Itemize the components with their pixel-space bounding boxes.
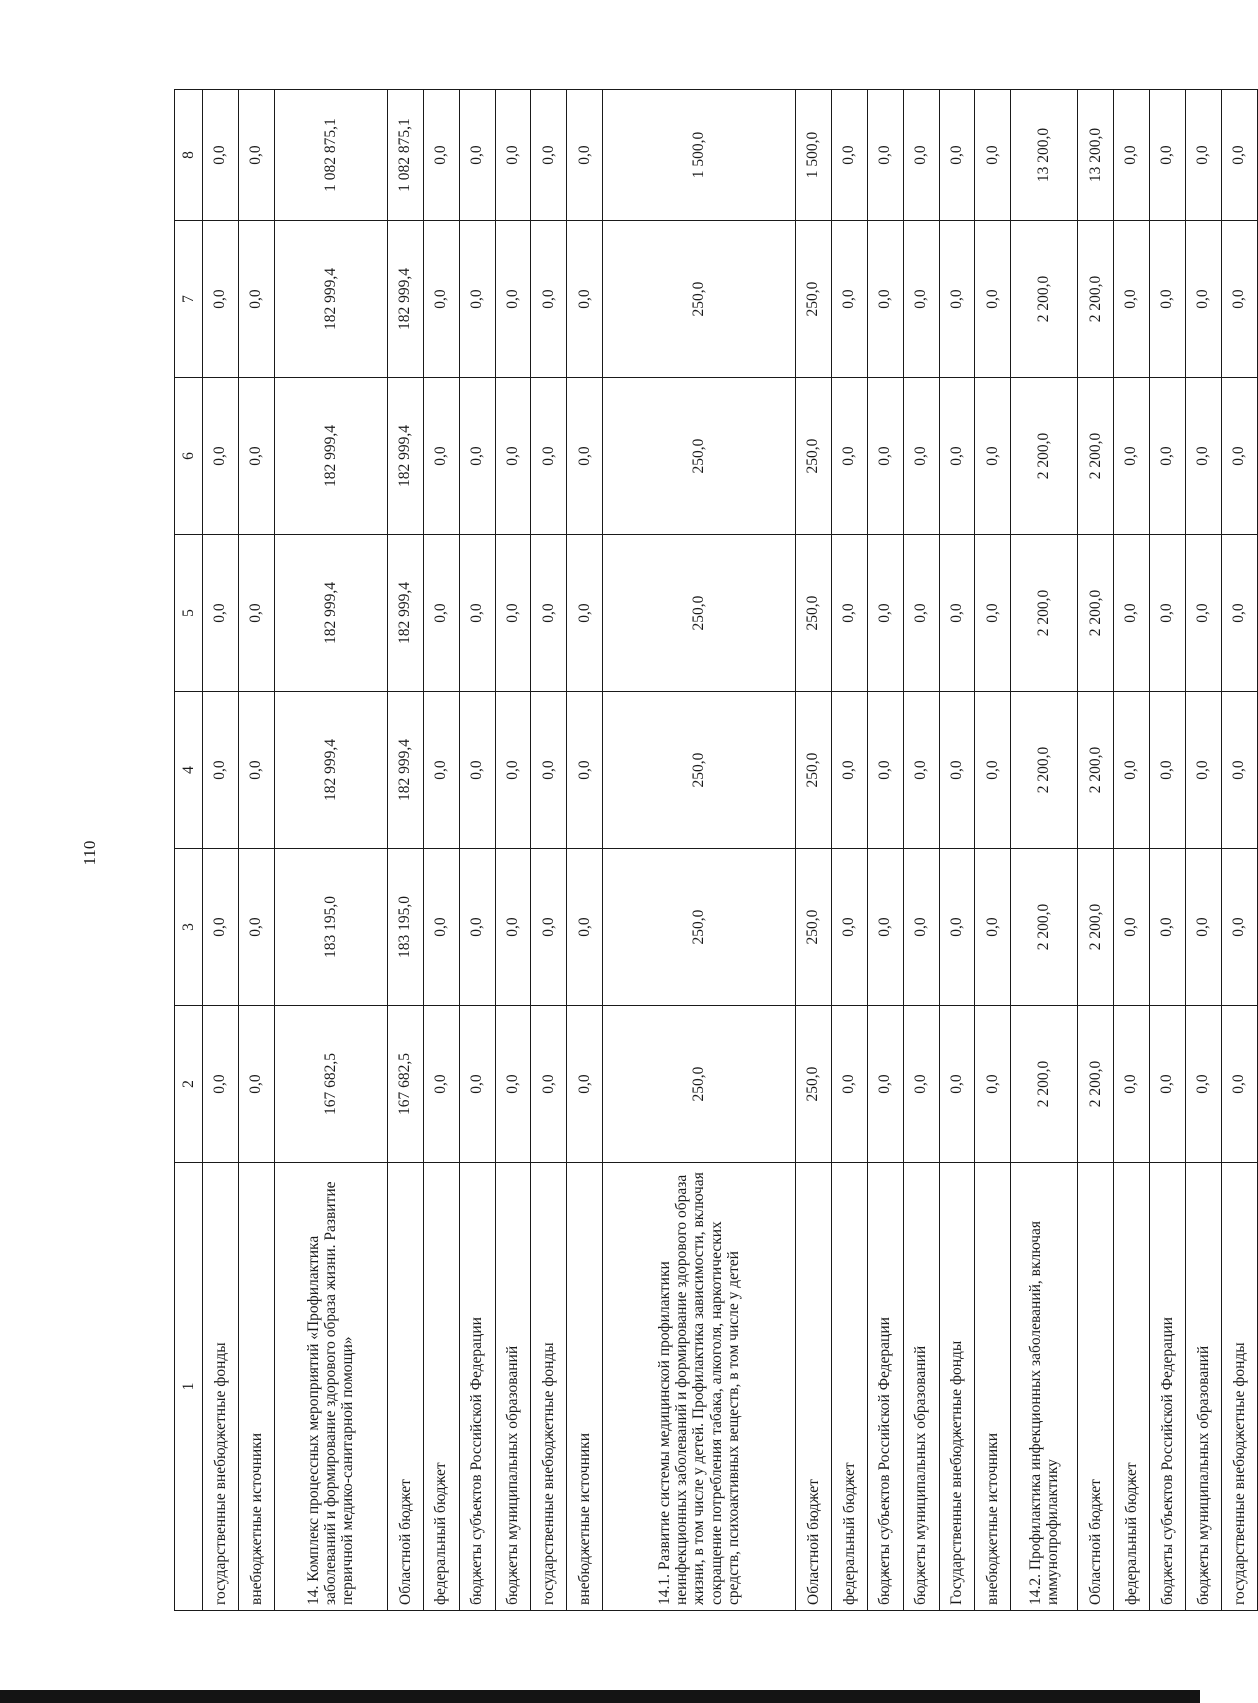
value-cell-col-5: 0,0 [423, 535, 459, 692]
value-cell-col-8: 0,0 [238, 90, 274, 221]
value-cell-col-5: 0,0 [495, 535, 531, 692]
value-cell-col-4: 0,0 [238, 692, 274, 849]
value-cell-col-3: 0,0 [567, 849, 603, 1006]
scan-edge-bar [0, 1690, 1200, 1703]
value-cell-col-2: 0,0 [903, 1006, 939, 1163]
value-cell-col-4: 0,0 [1185, 692, 1221, 849]
value-cell-col-5: 250,0 [603, 535, 796, 692]
value-cell-col-7: 0,0 [238, 221, 274, 378]
value-cell-col-3: 2 200,0 [1011, 849, 1078, 1006]
value-cell-col-7: 0,0 [867, 221, 903, 378]
value-cell-col-6: 0,0 [203, 378, 239, 535]
row-label: внебюджетные источники [975, 1163, 1011, 1611]
value-cell-col-2: 0,0 [1149, 1006, 1185, 1163]
row-label: 14. Комплекс процессных мероприятий «Профилактика заболеваний и формирование здорового образа жизни. Развитие первичной медико-санитарной помощи» [274, 1163, 387, 1611]
value-cell-col-7: 0,0 [903, 221, 939, 378]
row-label: государственные внебюджетные фонды [203, 1163, 239, 1611]
value-cell-col-4: 250,0 [795, 692, 831, 849]
value-cell-col-8: 0,0 [1149, 90, 1185, 221]
value-cell-col-7: 182 999,4 [387, 221, 423, 378]
value-cell-col-8: 0,0 [495, 90, 531, 221]
value-cell-col-4: 0,0 [423, 692, 459, 849]
value-cell-col-6: 0,0 [238, 378, 274, 535]
row-label: бюджеты субъектов Российской Федерации [459, 1163, 495, 1611]
value-cell-col-7: 0,0 [1221, 221, 1257, 378]
value-cell-col-7: 0,0 [975, 221, 1011, 378]
value-cell-col-5: 0,0 [1149, 535, 1185, 692]
value-cell-col-5: 0,0 [1221, 535, 1257, 692]
value-cell-col-6: 0,0 [567, 378, 603, 535]
value-cell-col-5: 0,0 [867, 535, 903, 692]
value-cell-col-5: 0,0 [203, 535, 239, 692]
value-cell-col-3: 183 195,0 [387, 849, 423, 1006]
column-header-2: 2 [175, 1006, 203, 1163]
value-cell-col-3: 250,0 [603, 849, 796, 1006]
row-label: федеральный бюджет [1114, 1163, 1150, 1611]
value-cell-col-7: 0,0 [1185, 221, 1221, 378]
value-cell-col-6: 0,0 [1221, 378, 1257, 535]
value-cell-col-2: 0,0 [1114, 1006, 1150, 1163]
value-cell-col-7: 0,0 [495, 221, 531, 378]
value-cell-col-4: 0,0 [203, 692, 239, 849]
column-header-7: 7 [175, 221, 203, 378]
value-cell-col-6: 0,0 [1149, 378, 1185, 535]
table-row [939, 90, 975, 1611]
value-cell-col-8: 0,0 [1185, 90, 1221, 221]
value-cell-col-3: 0,0 [495, 849, 531, 1006]
value-cell-col-6: 182 999,4 [274, 378, 387, 535]
table-row [387, 90, 423, 1611]
value-cell-col-2: 0,0 [423, 1006, 459, 1163]
row-label: Государственные внебюджетные фонды [939, 1163, 975, 1611]
table-row [531, 90, 567, 1611]
value-cell-col-3: 0,0 [975, 849, 1011, 1006]
value-cell-col-3: 0,0 [531, 849, 567, 1006]
value-cell-col-3: 250,0 [795, 849, 831, 1006]
value-cell-col-7: 0,0 [203, 221, 239, 378]
row-label: бюджеты муниципальных образований [1185, 1163, 1221, 1611]
value-cell-col-3: 0,0 [1185, 849, 1221, 1006]
value-cell-col-8: 0,0 [423, 90, 459, 221]
value-cell-col-8: 0,0 [459, 90, 495, 221]
value-cell-col-6: 0,0 [1114, 378, 1150, 535]
table-row [903, 90, 939, 1611]
value-cell-col-5: 0,0 [238, 535, 274, 692]
row-label: внебюджетные источники [567, 1163, 603, 1611]
value-cell-col-5: 0,0 [831, 535, 867, 692]
value-cell-col-6: 250,0 [795, 378, 831, 535]
value-cell-col-4: 0,0 [1149, 692, 1185, 849]
value-cell-col-3: 0,0 [939, 849, 975, 1006]
value-cell-col-4: 0,0 [1221, 692, 1257, 849]
value-cell-col-6: 0,0 [531, 378, 567, 535]
table-row [238, 90, 274, 1611]
value-cell-col-3: 0,0 [1221, 849, 1257, 1006]
value-cell-col-6: 0,0 [867, 378, 903, 535]
row-label: бюджеты муниципальных образований [903, 1163, 939, 1611]
table-row [831, 90, 867, 1611]
value-cell-col-5: 2 200,0 [1078, 535, 1114, 692]
value-cell-col-6: 0,0 [423, 378, 459, 535]
value-cell-col-2: 0,0 [831, 1006, 867, 1163]
column-header-1: 1 [175, 1163, 203, 1611]
value-cell-col-2: 0,0 [867, 1006, 903, 1163]
value-cell-col-3: 0,0 [1149, 849, 1185, 1006]
value-cell-col-4: 0,0 [495, 692, 531, 849]
value-cell-col-8: 13 200,0 [1011, 90, 1078, 221]
value-cell-col-8: 0,0 [1114, 90, 1150, 221]
value-cell-col-8: 0,0 [975, 90, 1011, 221]
table-row [1114, 90, 1150, 1611]
value-cell-col-8: 0,0 [567, 90, 603, 221]
value-cell-col-8: 0,0 [1221, 90, 1257, 221]
value-cell-col-2: 0,0 [531, 1006, 567, 1163]
table-header [175, 90, 203, 1611]
row-label: бюджеты субъектов Российской Федерации [1149, 1163, 1185, 1611]
value-cell-col-7: 250,0 [795, 221, 831, 378]
value-cell-col-2: 0,0 [939, 1006, 975, 1163]
value-cell-col-8: 0,0 [867, 90, 903, 221]
value-cell-col-7: 0,0 [423, 221, 459, 378]
value-cell-col-2: 0,0 [459, 1006, 495, 1163]
value-cell-col-4: 0,0 [1114, 692, 1150, 849]
row-label: государственные внебюджетные фонды [531, 1163, 567, 1611]
value-cell-col-6: 2 200,0 [1078, 378, 1114, 535]
value-cell-col-2: 167 682,5 [274, 1006, 387, 1163]
value-cell-col-2: 0,0 [495, 1006, 531, 1163]
value-cell-col-5: 182 999,4 [274, 535, 387, 692]
value-cell-col-6: 0,0 [903, 378, 939, 535]
column-header-6: 6 [175, 378, 203, 535]
value-cell-col-4: 2 200,0 [1011, 692, 1078, 849]
value-cell-col-2: 250,0 [603, 1006, 796, 1163]
row-label: Областной бюджет [1078, 1163, 1114, 1611]
value-cell-col-7: 0,0 [459, 221, 495, 378]
table-row [459, 90, 495, 1611]
value-cell-col-8: 0,0 [939, 90, 975, 221]
value-cell-col-2: 0,0 [1185, 1006, 1221, 1163]
budget-table-frame [174, 90, 1258, 1611]
value-cell-col-8: 0,0 [831, 90, 867, 221]
value-cell-col-4: 182 999,4 [387, 692, 423, 849]
value-cell-col-7: 0,0 [939, 221, 975, 378]
table-row [867, 90, 903, 1611]
value-cell-col-2: 2 200,0 [1078, 1006, 1114, 1163]
value-cell-col-4: 0,0 [459, 692, 495, 849]
value-cell-col-8: 0,0 [531, 90, 567, 221]
table-row [1078, 90, 1114, 1611]
row-label: Областной бюджет [795, 1163, 831, 1611]
value-cell-col-2: 167 682,5 [387, 1006, 423, 1163]
value-cell-col-3: 0,0 [1114, 849, 1150, 1006]
value-cell-col-2: 0,0 [203, 1006, 239, 1163]
row-label: бюджеты муниципальных образований [495, 1163, 531, 1611]
value-cell-col-4: 250,0 [603, 692, 796, 849]
value-cell-col-8: 13 200,0 [1078, 90, 1114, 221]
value-cell-col-6: 0,0 [975, 378, 1011, 535]
row-label: Областной бюджет [387, 1163, 423, 1611]
value-cell-col-4: 0,0 [567, 692, 603, 849]
value-cell-col-2: 0,0 [567, 1006, 603, 1163]
value-cell-col-5: 0,0 [975, 535, 1011, 692]
value-cell-col-7: 182 999,4 [274, 221, 387, 378]
value-cell-col-8: 0,0 [903, 90, 939, 221]
value-cell-col-6: 0,0 [831, 378, 867, 535]
table-row [423, 90, 459, 1611]
table-row [1149, 90, 1185, 1611]
page-number: 110 [80, 840, 99, 866]
value-cell-col-3: 2 200,0 [1078, 849, 1114, 1006]
value-cell-col-8: 0,0 [203, 90, 239, 221]
value-cell-col-7: 2 200,0 [1078, 221, 1114, 378]
value-cell-col-4: 0,0 [939, 692, 975, 849]
row-label: 14.1. Развитие системы медицинской профилактики неинфекционных заболеваний и формирование здорового образа жизни, в том числе у детей. Профилактика зависимости, включая сокращение потребления табака, алкоголя, наркотических средств, психоактивных веществ, в том числе у детей [603, 1163, 796, 1611]
value-cell-col-5: 0,0 [1185, 535, 1221, 692]
value-cell-col-7: 0,0 [567, 221, 603, 378]
value-cell-col-4: 0,0 [531, 692, 567, 849]
value-cell-col-5: 0,0 [1114, 535, 1150, 692]
column-header-3: 3 [175, 849, 203, 1006]
value-cell-col-6: 182 999,4 [387, 378, 423, 535]
value-cell-col-5: 0,0 [531, 535, 567, 692]
row-label: внебюджетные источники [238, 1163, 274, 1611]
table-row [795, 90, 831, 1611]
table-row [1221, 90, 1257, 1611]
column-header-5: 5 [175, 535, 203, 692]
value-cell-col-5: 250,0 [795, 535, 831, 692]
table-row [203, 90, 239, 1611]
value-cell-col-6: 0,0 [495, 378, 531, 535]
table-body [203, 90, 1258, 1611]
value-cell-col-3: 0,0 [423, 849, 459, 1006]
value-cell-col-7: 0,0 [531, 221, 567, 378]
value-cell-col-5: 182 999,4 [387, 535, 423, 692]
value-cell-col-6: 250,0 [603, 378, 796, 535]
value-cell-col-5: 0,0 [459, 535, 495, 692]
value-cell-col-2: 0,0 [238, 1006, 274, 1163]
table-row [567, 90, 603, 1611]
row-label: 14.2. Профилактика инфекционных заболеваний, включая иммунопрофилактику [1011, 1163, 1078, 1611]
value-cell-col-8: 1 500,0 [795, 90, 831, 221]
value-cell-col-5: 0,0 [567, 535, 603, 692]
value-cell-col-2: 250,0 [795, 1006, 831, 1163]
value-cell-col-8: 1 500,0 [603, 90, 796, 221]
table-row [1185, 90, 1221, 1611]
value-cell-col-4: 2 200,0 [1078, 692, 1114, 849]
table-row [975, 90, 1011, 1611]
value-cell-col-5: 0,0 [903, 535, 939, 692]
table-row [603, 90, 796, 1611]
value-cell-col-2: 0,0 [1221, 1006, 1257, 1163]
value-cell-col-6: 0,0 [459, 378, 495, 535]
table-row [495, 90, 531, 1611]
value-cell-col-3: 0,0 [459, 849, 495, 1006]
table-row [274, 90, 387, 1611]
value-cell-col-3: 0,0 [867, 849, 903, 1006]
value-cell-col-6: 0,0 [939, 378, 975, 535]
value-cell-col-2: 2 200,0 [1011, 1006, 1078, 1163]
value-cell-col-4: 182 999,4 [274, 692, 387, 849]
value-cell-col-3: 0,0 [903, 849, 939, 1006]
row-label: федеральный бюджет [423, 1163, 459, 1611]
rotated-table-container [174, 90, 1258, 1611]
value-cell-col-5: 0,0 [939, 535, 975, 692]
value-cell-col-7: 0,0 [1114, 221, 1150, 378]
value-cell-col-3: 183 195,0 [274, 849, 387, 1006]
row-label: федеральный бюджет [831, 1163, 867, 1611]
value-cell-col-7: 250,0 [603, 221, 796, 378]
row-label: бюджеты субъектов Российской Федерации [867, 1163, 903, 1611]
budget-table [174, 89, 1258, 1611]
column-header-4: 4 [175, 692, 203, 849]
value-cell-col-2: 0,0 [975, 1006, 1011, 1163]
value-cell-col-3: 0,0 [203, 849, 239, 1006]
value-cell-col-3: 0,0 [238, 849, 274, 1006]
value-cell-col-8: 1 082 875,1 [387, 90, 423, 221]
row-label: государственные внебюджетные фонды [1221, 1163, 1257, 1611]
value-cell-col-6: 0,0 [1185, 378, 1221, 535]
value-cell-col-8: 1 082 875,1 [274, 90, 387, 221]
value-cell-col-7: 2 200,0 [1011, 221, 1078, 378]
value-cell-col-4: 0,0 [867, 692, 903, 849]
value-cell-col-7: 0,0 [831, 221, 867, 378]
value-cell-col-4: 0,0 [831, 692, 867, 849]
value-cell-col-3: 0,0 [831, 849, 867, 1006]
column-header-8: 8 [175, 90, 203, 221]
table-row [1011, 90, 1078, 1611]
value-cell-col-7: 0,0 [1149, 221, 1185, 378]
header-row [175, 90, 203, 1611]
value-cell-col-6: 2 200,0 [1011, 378, 1078, 535]
value-cell-col-4: 0,0 [903, 692, 939, 849]
value-cell-col-5: 2 200,0 [1011, 535, 1078, 692]
value-cell-col-4: 0,0 [975, 692, 1011, 849]
